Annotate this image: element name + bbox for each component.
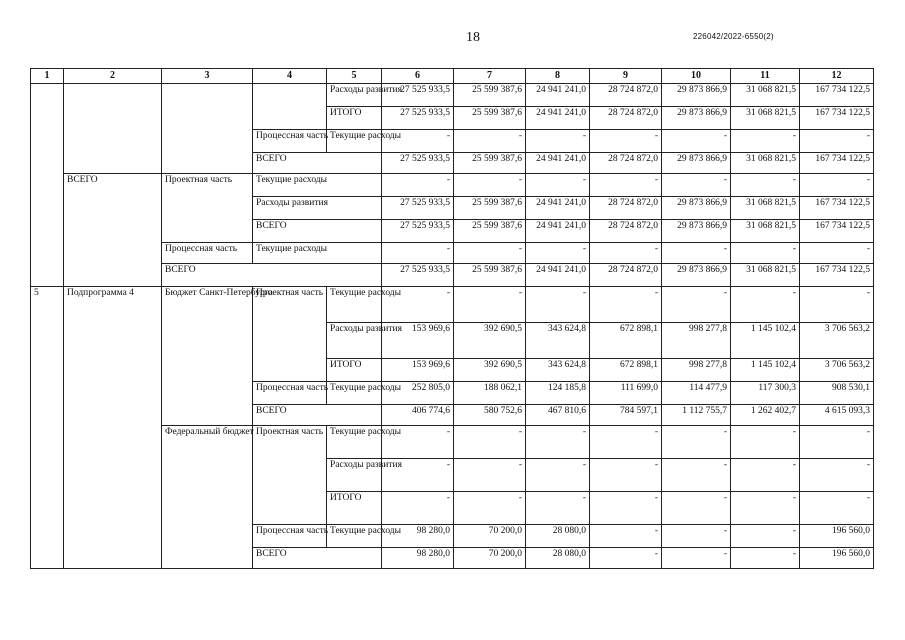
cell-value: 25 599 387,6 — [454, 264, 526, 287]
cell-value: - — [382, 243, 454, 264]
cell-value: - — [454, 426, 526, 459]
cell-value: 252 805,0 — [382, 382, 454, 405]
cell-value: - — [526, 459, 590, 492]
cell-kind: Текущие расходы — [327, 287, 382, 323]
cell-value: 114 477,9 — [662, 382, 731, 405]
cell-kind: Текущие расходы — [253, 174, 382, 197]
cell-value: - — [731, 426, 800, 459]
cell-source: Федеральный бюджет — [162, 426, 253, 569]
cell-value: - — [382, 459, 454, 492]
cell-value: - — [662, 459, 731, 492]
cell-value: - — [590, 426, 662, 459]
cell-value: 24 941 241,0 — [526, 264, 590, 287]
column-header: 2 — [64, 69, 162, 84]
cell-value: 167 734 122,5 — [800, 107, 874, 130]
cell-source — [162, 84, 253, 174]
cell-value: - — [454, 492, 526, 525]
cell-value: 908 530,1 — [800, 382, 874, 405]
column-header: 12 — [800, 69, 874, 84]
cell-value: - — [526, 426, 590, 459]
cell-value: - — [731, 174, 800, 197]
cell-value: 28 080,0 — [526, 525, 590, 548]
column-header: 6 — [382, 69, 454, 84]
cell-value: - — [662, 130, 731, 153]
cell-value: 153 969,6 — [382, 323, 454, 359]
cell-value: 98 280,0 — [382, 548, 454, 569]
cell-value: 25 599 387,6 — [454, 84, 526, 107]
cell-value: - — [526, 174, 590, 197]
cell-part: Проектная часть — [253, 287, 327, 382]
cell-value: 167 734 122,5 — [800, 197, 874, 220]
table-row — [31, 84, 874, 107]
cell-value: 392 690,5 — [454, 359, 526, 382]
cell-value: 24 941 241,0 — [526, 84, 590, 107]
column-header: 3 — [162, 69, 253, 84]
column-header: 10 — [662, 69, 731, 84]
cell-value: 406 774,6 — [382, 405, 454, 426]
cell-value: - — [590, 243, 662, 264]
cell-value: - — [382, 287, 454, 323]
cell-value: - — [731, 548, 800, 569]
cell-value: - — [590, 287, 662, 323]
cell-value: 29 873 866,9 — [662, 197, 731, 220]
cell-total-label: ВСЕГО — [253, 548, 382, 569]
cell-value: 117 300,3 — [731, 382, 800, 405]
cell-kind: ИТОГО — [327, 107, 382, 130]
cell-value: - — [800, 459, 874, 492]
cell-kind: Текущие расходы — [327, 130, 382, 153]
cell-value: - — [454, 130, 526, 153]
column-header: 8 — [526, 69, 590, 84]
cell-value: 25 599 387,6 — [454, 107, 526, 130]
cell-kind: Расходы развития — [327, 323, 382, 359]
cell-value: 1 145 102,4 — [731, 359, 800, 382]
cell-value: - — [662, 492, 731, 525]
cell-value: 25 599 387,6 — [454, 153, 526, 174]
cell-value: 31 068 821,5 — [731, 197, 800, 220]
cell-total-label: ВСЕГО — [253, 153, 382, 174]
table-row — [31, 287, 874, 323]
cell-kind: Расходы развития — [327, 459, 382, 492]
cell-value: 28 724 872,0 — [590, 84, 662, 107]
cell-value: - — [662, 525, 731, 548]
cell-number — [31, 84, 64, 287]
cell-value: 29 873 866,9 — [662, 84, 731, 107]
cell-value: 4 615 093,3 — [800, 405, 874, 426]
cell-value: - — [731, 287, 800, 323]
cell-value: - — [800, 243, 874, 264]
cell-part: Процессная часть — [253, 525, 327, 548]
cell-part — [253, 84, 327, 130]
cell-value: 24 941 241,0 — [526, 197, 590, 220]
column-header: 5 — [327, 69, 382, 84]
cell-value: - — [454, 287, 526, 323]
cell-total-label: ВСЕГО — [253, 220, 382, 243]
cell-part: Проектная часть — [162, 174, 253, 243]
cell-value: 24 941 241,0 — [526, 153, 590, 174]
cell-value: - — [382, 492, 454, 525]
cell-value: - — [662, 287, 731, 323]
cell-value: - — [590, 174, 662, 197]
cell-value: 167 734 122,5 — [800, 220, 874, 243]
cell-value: - — [662, 243, 731, 264]
cell-value: 70 200,0 — [454, 548, 526, 569]
cell-value: 1 145 102,4 — [731, 323, 800, 359]
cell-part: Процессная часть — [162, 243, 253, 264]
cell-part: Процессная часть — [253, 382, 327, 405]
cell-source: Бюджет Санкт-Петербурга — [162, 287, 253, 426]
cell-value: 24 941 241,0 — [526, 107, 590, 130]
cell-value: 784 597,1 — [590, 405, 662, 426]
cell-kind: ИТОГО — [327, 492, 382, 525]
cell-value: - — [662, 426, 731, 459]
cell-value: - — [590, 492, 662, 525]
cell-value: 24 941 241,0 — [526, 220, 590, 243]
cell-value: 28 724 872,0 — [590, 264, 662, 287]
cell-total-label: ВСЕГО — [162, 264, 382, 287]
cell-kind: Текущие расходы — [327, 426, 382, 459]
cell-value: 31 068 821,5 — [731, 84, 800, 107]
column-header: 7 — [454, 69, 526, 84]
cell-value: 31 068 821,5 — [731, 153, 800, 174]
cell-value: 28 080,0 — [526, 548, 590, 569]
cell-value: 580 752,6 — [454, 405, 526, 426]
cell-total-label: ВСЕГО — [253, 405, 382, 426]
cell-value: 672 898,1 — [590, 359, 662, 382]
cell-value: - — [800, 287, 874, 323]
cell-value: - — [800, 492, 874, 525]
cell-kind: ИТОГО — [327, 359, 382, 382]
cell-program: Подпрограмма 4 — [64, 287, 162, 569]
cell-value: 29 873 866,9 — [662, 264, 731, 287]
cell-value: 111 699,0 — [590, 382, 662, 405]
cell-value: 3 706 563,2 — [800, 359, 874, 382]
cell-value: 1 262 402,7 — [731, 405, 800, 426]
cell-value: 167 734 122,5 — [800, 153, 874, 174]
column-header: 4 — [253, 69, 327, 84]
cell-value: 196 560,0 — [800, 525, 874, 548]
cell-value: 124 185,8 — [526, 382, 590, 405]
cell-value: - — [526, 130, 590, 153]
cell-value: - — [731, 459, 800, 492]
cell-value: - — [454, 459, 526, 492]
cell-part: Проектная часть — [253, 426, 327, 525]
cell-value: 188 062,1 — [454, 382, 526, 405]
cell-value: - — [731, 243, 800, 264]
cell-value: - — [526, 243, 590, 264]
cell-value: 672 898,1 — [590, 323, 662, 359]
cell-kind: Текущие расходы — [327, 525, 382, 548]
cell-value: 167 734 122,5 — [800, 264, 874, 287]
cell-value: - — [662, 174, 731, 197]
cell-value: 27 525 933,5 — [382, 84, 454, 107]
cell-value: 29 873 866,9 — [662, 107, 731, 130]
cell-value: - — [454, 174, 526, 197]
cell-value: 31 068 821,5 — [731, 264, 800, 287]
cell-value: 27 525 933,5 — [382, 197, 454, 220]
cell-part: Процессная часть — [253, 130, 327, 153]
cell-value: 98 280,0 — [382, 525, 454, 548]
page-number: 18 — [466, 30, 480, 45]
cell-value: - — [731, 525, 800, 548]
cell-value: - — [454, 243, 526, 264]
column-header: 9 — [590, 69, 662, 84]
cell-value: 3 706 563,2 — [800, 323, 874, 359]
cell-value: 998 277,8 — [662, 323, 731, 359]
cell-value: - — [590, 548, 662, 569]
column-header: 1 — [31, 69, 64, 84]
cell-value: 343 624,8 — [526, 359, 590, 382]
cell-value: 28 724 872,0 — [590, 197, 662, 220]
cell-value: 31 068 821,5 — [731, 220, 800, 243]
cell-value: 27 525 933,5 — [382, 153, 454, 174]
cell-program: ВСЕГО — [64, 174, 162, 287]
cell-value: 29 873 866,9 — [662, 220, 731, 243]
header-row — [31, 69, 874, 84]
cell-value: - — [382, 130, 454, 153]
cell-value: - — [731, 492, 800, 525]
cell-value: - — [590, 130, 662, 153]
cell-value: 1 112 755,7 — [662, 405, 731, 426]
table-row — [31, 174, 874, 197]
cell-value: - — [382, 426, 454, 459]
cell-value: 27 525 933,5 — [382, 220, 454, 243]
cell-value: 31 068 821,5 — [731, 107, 800, 130]
cell-value: 196 560,0 — [800, 548, 874, 569]
cell-value: 343 624,8 — [526, 323, 590, 359]
cell-value: 27 525 933,5 — [382, 107, 454, 130]
budget-table — [30, 68, 874, 569]
cell-value: 392 690,5 — [454, 323, 526, 359]
cell-value: - — [800, 130, 874, 153]
cell-value: - — [731, 130, 800, 153]
cell-program — [64, 84, 162, 174]
cell-value: - — [662, 548, 731, 569]
cell-kind: Расходы развития — [253, 197, 382, 220]
cell-value: 153 969,6 — [382, 359, 454, 382]
cell-value: - — [526, 287, 590, 323]
cell-value: - — [382, 174, 454, 197]
cell-value: - — [526, 492, 590, 525]
cell-value: - — [590, 459, 662, 492]
cell-value: 70 200,0 — [454, 525, 526, 548]
cell-value: 25 599 387,6 — [454, 197, 526, 220]
cell-kind: Текущие расходы — [253, 243, 382, 264]
cell-value: 28 724 872,0 — [590, 153, 662, 174]
cell-kind: Текущие расходы — [327, 382, 382, 405]
cell-value: 167 734 122,5 — [800, 84, 874, 107]
cell-value: - — [800, 426, 874, 459]
cell-value: 27 525 933,5 — [382, 264, 454, 287]
cell-value: - — [800, 174, 874, 197]
cell-kind: Расходы развития — [327, 84, 382, 107]
cell-value: 28 724 872,0 — [590, 220, 662, 243]
cell-value: - — [590, 525, 662, 548]
cell-value: 29 873 866,9 — [662, 153, 731, 174]
cell-number: 5 — [31, 287, 64, 569]
cell-value: 25 599 387,6 — [454, 220, 526, 243]
column-header: 11 — [731, 69, 800, 84]
document-id: 226042/2022-6550(2) — [693, 32, 774, 41]
cell-value: 467 810,6 — [526, 405, 590, 426]
cell-value: 28 724 872,0 — [590, 107, 662, 130]
cell-value: 998 277,8 — [662, 359, 731, 382]
